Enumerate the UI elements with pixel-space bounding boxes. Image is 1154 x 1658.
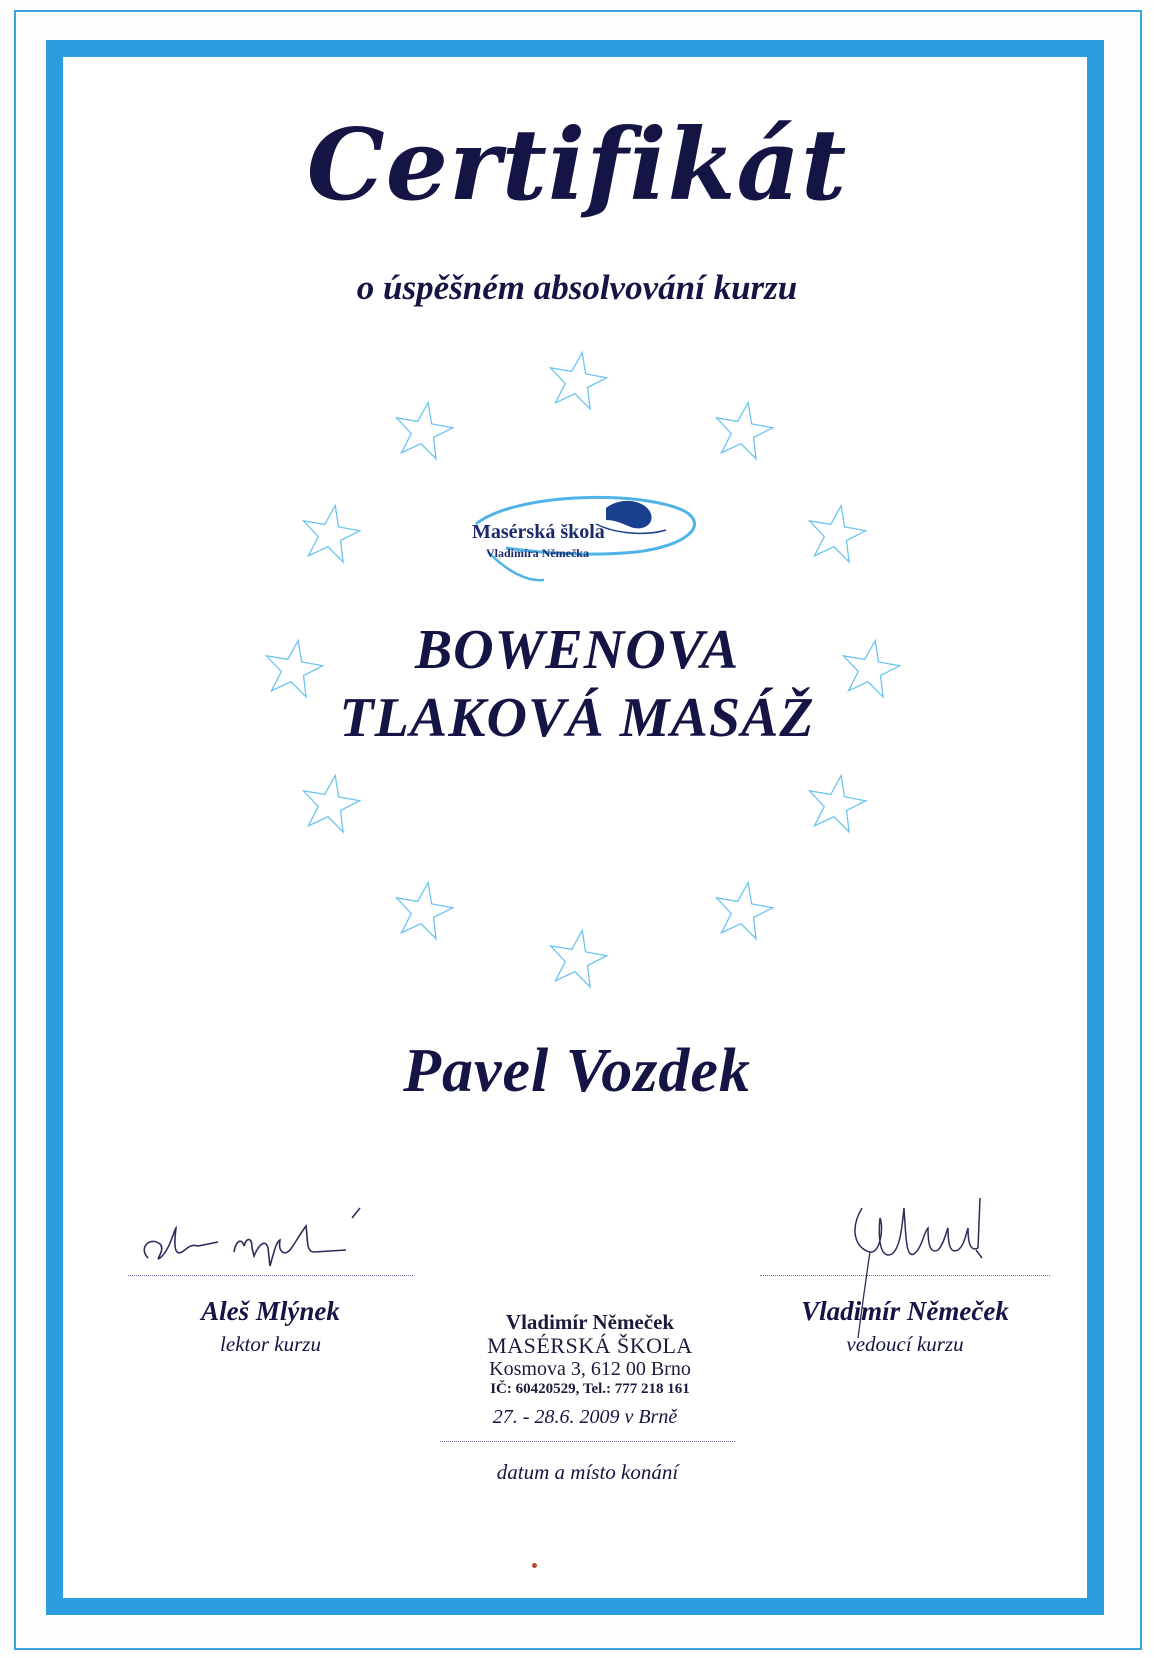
course-title-line-1: BOWENOVA [414, 619, 740, 681]
certificate-title: Certifikát [306, 108, 848, 223]
logo-school-name: Masérská škola [472, 521, 605, 543]
course-title-line-2: TLAKOVÁ MASÁŽ [339, 687, 815, 749]
course-date-place: 27. - 28.6. 2009 v Brně [492, 1406, 678, 1428]
signatory-right-role: vedoucí kurzu [846, 1332, 964, 1356]
recipient-name: Pavel Vozdek [403, 1037, 751, 1105]
signatory-right-name: Vladimír Němeček [801, 1296, 1009, 1326]
stamp-id-phone: IČ: 60420529, Tel.: 777 218 161 [490, 1381, 690, 1397]
stamp-owner-name: Vladimír Němeček [505, 1310, 675, 1334]
school-stamp [460, 1310, 720, 1398]
date-place-caption: datum a místo konání [496, 1460, 679, 1484]
signature-left [130, 1200, 370, 1280]
stamp-school-name: MASÉRSKÁ ŠKOLA [487, 1333, 693, 1358]
signature-line-center [440, 1441, 735, 1442]
certificate-subtitle: o úspěšném absolvování kurzu [356, 268, 798, 307]
stamp-address: Kosmova 3, 612 00 Brno [489, 1358, 691, 1380]
paper-speck [532, 1563, 537, 1568]
signatory-left-name: Aleš Mlýnek [201, 1296, 340, 1326]
signatory-left-role: lektor kurzu [220, 1332, 321, 1356]
signature-line-right [760, 1275, 1050, 1276]
signature-line-left [128, 1275, 413, 1276]
logo-school-subname: Vladimíra Němečka [486, 546, 589, 560]
